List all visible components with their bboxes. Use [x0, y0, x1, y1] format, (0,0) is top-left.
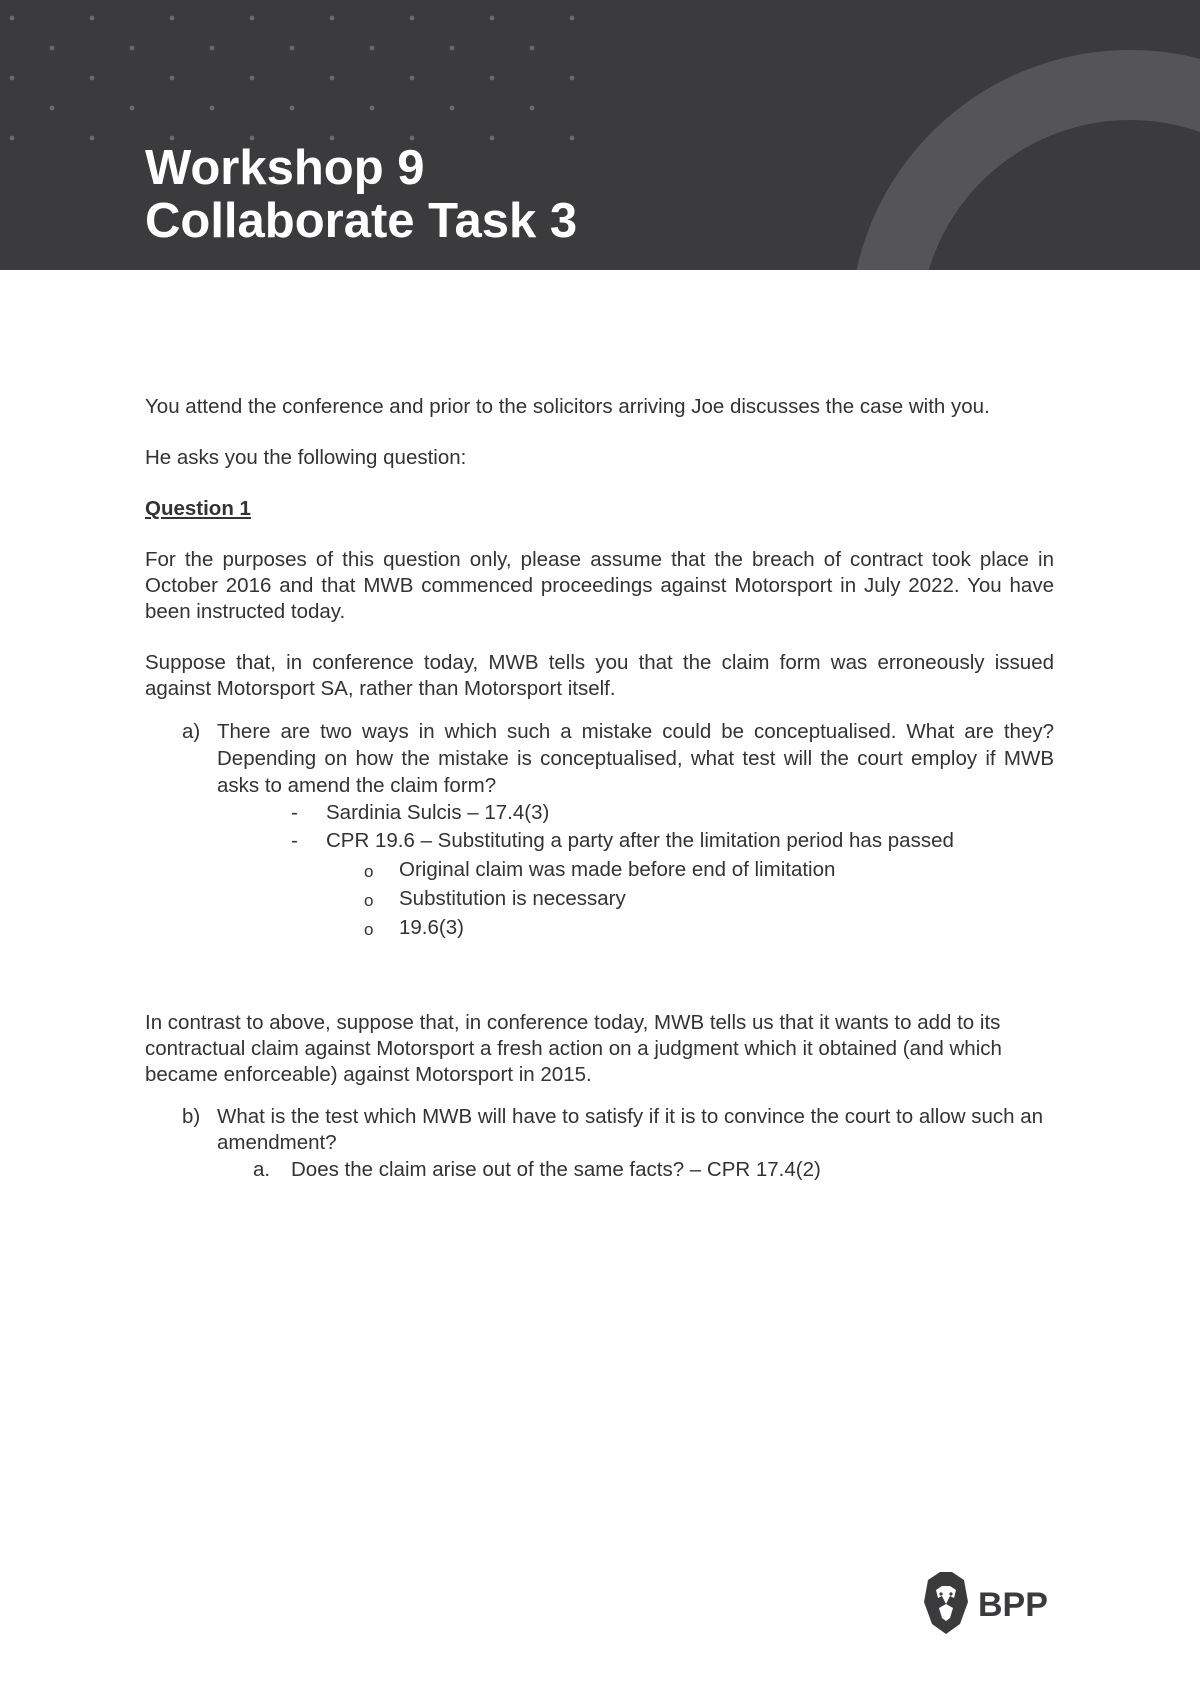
pattern-dot: [10, 16, 15, 21]
list-item-a-text: There are two ways in which such a mistake could be conceptualised. What are they? Depending on how the mistake is conceptualised, what test will the court employ if MWB asks to amend the claim form?: [217, 720, 1054, 797]
pattern-dot: [250, 16, 255, 21]
intro-paragraph-2: He asks you the following question:: [145, 446, 467, 469]
pattern-dot: [10, 76, 15, 81]
pattern-dot: [450, 106, 455, 111]
pattern-dot: [490, 76, 495, 81]
header-banner: [0, 0, 1200, 270]
lion-head-shield-icon: [924, 1572, 968, 1634]
circle-item-1: [145, 855, 1054, 884]
pattern-dot: [330, 136, 335, 141]
pattern-dot: [570, 76, 575, 81]
pattern-dot: [370, 46, 375, 51]
pattern-dot: [450, 46, 455, 51]
pattern-dot: [170, 136, 175, 141]
list-marker-b: b): [182, 1105, 201, 1128]
pattern-dot: [130, 106, 135, 111]
decorative-arc: [850, 50, 1200, 270]
list-item-b-text: What is the test which MWB will have to satisfy if it is to convince the court to allow such an amendment?: [217, 1105, 1044, 1154]
list-marker-a: a): [182, 720, 201, 743]
dash-marker: -: [291, 829, 298, 852]
circle-item-3: [145, 913, 1054, 942]
pattern-dot: [570, 136, 575, 141]
circle-item-2-text: Substitution is necessary: [399, 887, 626, 910]
dash-marker: -: [291, 801, 298, 824]
question-heading: Question 1: [145, 497, 251, 520]
pattern-dot: [250, 76, 255, 81]
pattern-dot: [530, 106, 535, 111]
sub-marker: a.: [253, 1158, 271, 1181]
dash-item-2: [145, 827, 1054, 855]
page-title: [145, 142, 577, 248]
circle-item-1-text: Original claim was made before end of limitation: [399, 858, 836, 881]
sub-item-a-text: Does the claim arise out of the same facts? – CPR 17.4(2): [291, 1158, 821, 1181]
pattern-dot: [570, 16, 575, 21]
bpp-logo: [922, 1568, 1057, 1638]
pattern-dot: [90, 76, 95, 81]
pattern-dot: [290, 106, 295, 111]
pattern-dot: [410, 76, 415, 81]
dash-item-1-text: Sardinia Sulcis – 17.4(3): [326, 801, 550, 824]
circle-bullet: o: [364, 891, 374, 910]
circle-bullet: o: [364, 862, 374, 881]
pattern-dot: [370, 106, 375, 111]
circle-item-3-text: 19.6(3): [399, 916, 464, 939]
pattern-dot: [10, 136, 15, 141]
pattern-dot: [170, 76, 175, 81]
sub-item-a: [145, 1156, 1054, 1183]
pattern-dot: [530, 46, 535, 51]
question-paragraph-2: Suppose that, in conference today, MWB tells you that the claim form was erroneously issued against Motorsport SA, rather than Motorsport itself.: [145, 651, 1054, 700]
title-line-1: Workshop 9: [145, 141, 425, 195]
pattern-dot: [50, 106, 55, 111]
logo-text: BPP: [978, 1586, 1048, 1624]
pattern-dot: [210, 46, 215, 51]
circle-bullet: o: [364, 920, 374, 939]
pattern-dot: [90, 136, 95, 141]
question-paragraph-1: For the purposes of this question only, please assume that the breach of contract took place in October 2016 and that MWB commenced proceedings against Motorsport in July 2022. You have been instructed today.: [145, 548, 1054, 623]
pattern-dot: [330, 76, 335, 81]
pattern-dot: [90, 16, 95, 21]
pattern-dot: [210, 106, 215, 111]
document-body: [145, 394, 1054, 1183]
list-item-b: [145, 1104, 1054, 1156]
pattern-dot: [410, 16, 415, 21]
question-paragraph-3: In contrast to above, suppose that, in conference today, MWB tells us that it wants to add to its contractual claim against Motorsport a fresh action on a judgment which it obtained (and which became enforceable) against Motorsport in 2015.: [145, 1011, 1002, 1086]
title-line-2: Collaborate Task 3: [145, 194, 578, 248]
pattern-dot: [410, 136, 415, 141]
dot-pattern: [0, 0, 620, 150]
list-item-a: [145, 718, 1054, 799]
pattern-dot: [50, 46, 55, 51]
pattern-dot: [170, 16, 175, 21]
pattern-dot: [490, 136, 495, 141]
circle-item-2: [145, 884, 1054, 913]
intro-paragraph-1: You attend the conference and prior to the solicitors arriving Joe discusses the case with you.: [145, 395, 990, 418]
dash-item-2-text: CPR 19.6 – Substituting a party after the limitation period has passed: [326, 829, 954, 852]
pattern-dot: [250, 136, 255, 141]
dash-item-1: [145, 799, 1054, 827]
pattern-dot: [130, 46, 135, 51]
pattern-dot: [490, 16, 495, 21]
pattern-dot: [330, 16, 335, 21]
pattern-dot: [290, 46, 295, 51]
